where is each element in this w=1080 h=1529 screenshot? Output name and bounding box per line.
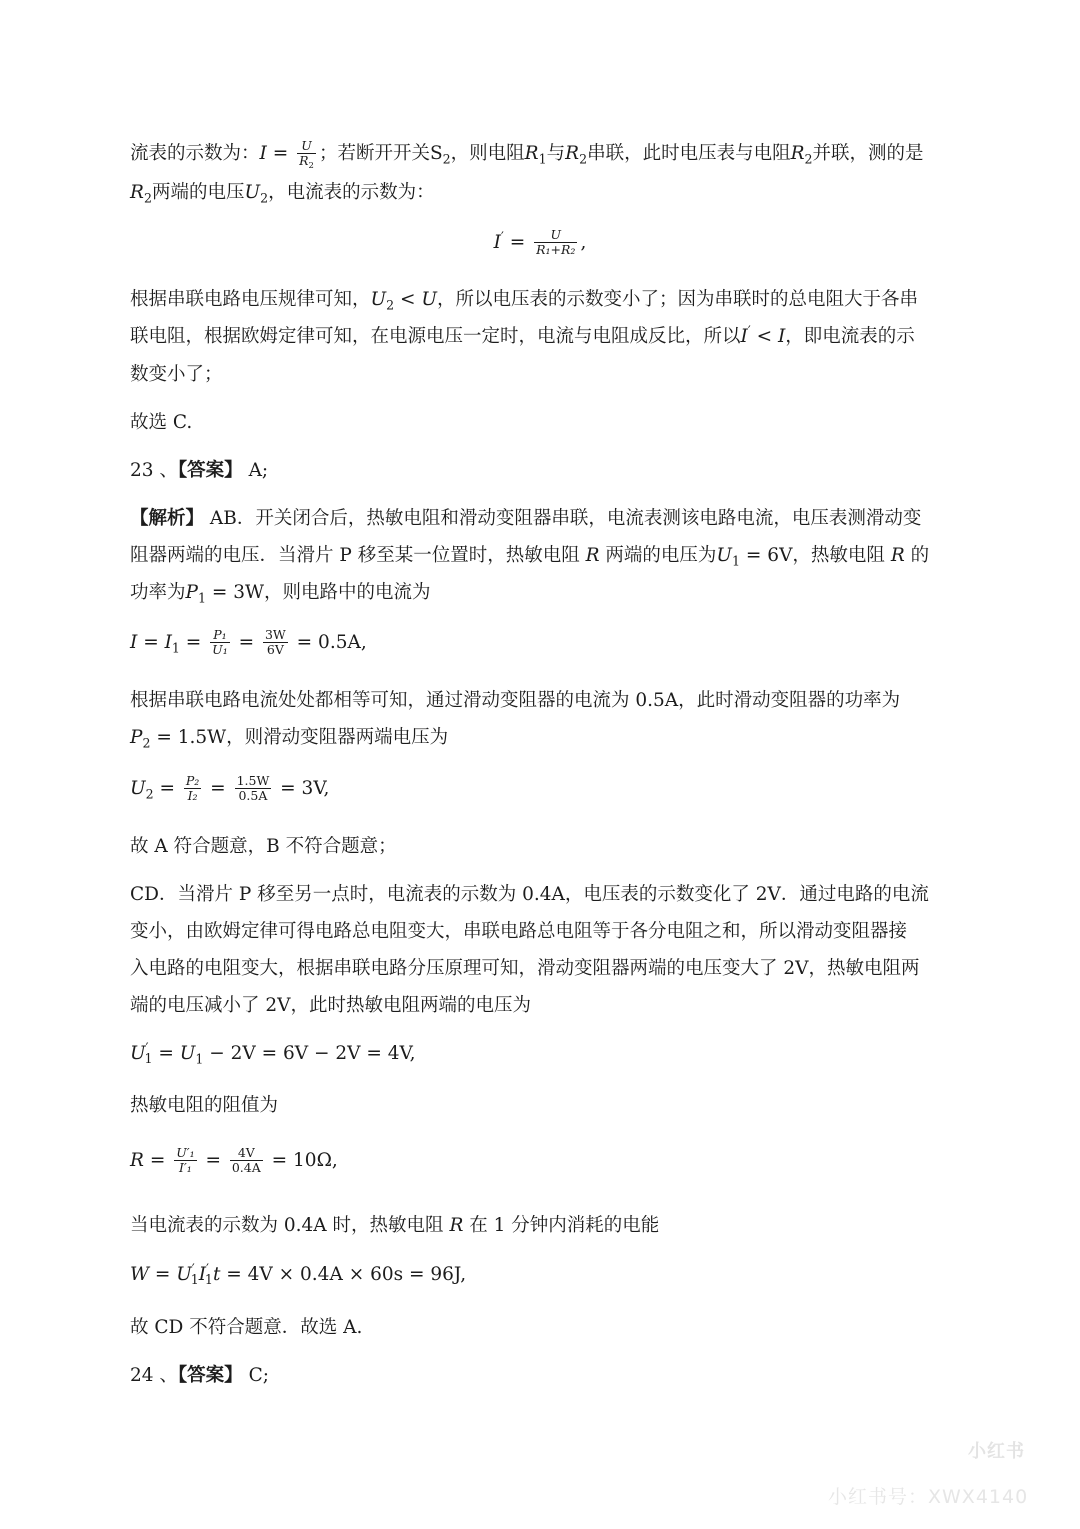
text-line	[130, 510, 921, 529]
math-var: U	[176, 1264, 192, 1285]
subscript: 2	[142, 735, 151, 751]
text: ，所以电压表的示数变小了；因为串联时的总电阻大于各串	[436, 289, 918, 310]
math-var: I	[493, 231, 501, 253]
text: 联电阻，根据欧姆定律可知，在电源电压一定时，电流与电阻成反比，所以	[130, 326, 741, 347]
math-var: U	[179, 1043, 196, 1064]
fraction	[174, 1146, 196, 1176]
math-var: U	[244, 182, 261, 203]
operator: =	[137, 631, 165, 653]
math-var: R	[790, 142, 805, 164]
operator: =	[153, 777, 181, 799]
text: 并联，测的是	[812, 142, 924, 164]
formula-line	[0, 228, 1080, 258]
fraction	[235, 774, 272, 804]
operator: =	[179, 631, 208, 653]
text-line: 数变小了；	[130, 364, 223, 385]
subscript: 1	[144, 1051, 153, 1067]
subscript: 1	[195, 1051, 204, 1067]
operator: =	[266, 142, 295, 164]
fraction-numerator	[174, 1146, 196, 1160]
punctuation: ,	[580, 231, 587, 253]
answer-value: A;	[242, 460, 269, 481]
fraction-numerator: 1.5W	[236, 773, 270, 788]
text: = 1.5W，则滑动变阻器两端电压为	[150, 727, 449, 748]
text: 的	[904, 545, 930, 566]
text: 根据串联电路电压规律可知，	[130, 289, 371, 310]
text: 在 1 分钟内消耗的电能	[463, 1215, 660, 1236]
fraction-denominator: 0.4A	[231, 1160, 261, 1176]
operator: =	[143, 1149, 172, 1171]
text: 当电流表的示数为 0.4A 时，热敏电阻	[130, 1215, 450, 1236]
text-line	[130, 323, 915, 347]
prime-mark: ′	[500, 228, 504, 244]
fraction	[263, 628, 288, 658]
subscript: 1	[204, 1272, 213, 1288]
fraction-numerator: 3W	[264, 627, 286, 642]
answer-heading	[130, 462, 268, 481]
math-var: U	[550, 227, 562, 242]
math-var: R	[585, 545, 600, 566]
answer-value: C;	[242, 1365, 269, 1386]
text-line: 热敏电阻的阻值为	[130, 1095, 279, 1116]
fraction-denominator	[297, 153, 316, 172]
prime-mark: ′	[145, 1040, 149, 1056]
math-var: P₁	[213, 627, 227, 642]
fraction-denominator: 0.5A	[235, 788, 272, 803]
math-var: P₂	[185, 773, 200, 788]
prime-mark: ′	[206, 1261, 209, 1277]
subscript: 2	[579, 151, 588, 167]
prime-mark: ′	[191, 1261, 195, 1277]
text-line: 故 CD 不符合题意．故选 A.	[130, 1317, 363, 1338]
fraction-numerator	[534, 228, 577, 242]
fraction	[297, 138, 316, 172]
text-line	[130, 1217, 659, 1236]
fraction	[534, 228, 577, 258]
text: ，电流表的示数为：	[268, 182, 435, 203]
text-line: 故选 C.	[130, 412, 193, 433]
text-line: 入电路的电阻变大，根据串联电路分压原理可知，滑动变阻器两端的电压变大了 2V，热敏电阻两	[130, 958, 920, 979]
subscript: 2	[442, 151, 451, 167]
math-var: U₁	[212, 642, 228, 658]
math-var: I	[259, 142, 267, 164]
math-var: I	[777, 326, 786, 347]
text-line	[130, 182, 435, 206]
result: = 0.5A,	[290, 631, 367, 653]
subscript: 2	[143, 190, 152, 206]
fraction-denominator	[210, 642, 230, 657]
fraction-denominator: 6V	[263, 642, 288, 657]
watermark-logo: 小红书	[968, 1441, 1025, 1462]
operator: <	[394, 289, 422, 310]
text-line	[130, 289, 918, 313]
formula-line	[130, 1040, 416, 1067]
math-var: R	[890, 545, 905, 566]
math-var: U	[370, 289, 387, 310]
text: 串联，此时电压表与电阻	[587, 142, 791, 164]
math-var: I	[198, 1264, 207, 1285]
fraction-numerator: 4V	[237, 1145, 255, 1160]
math-var: P	[130, 727, 143, 748]
subscript: 1	[171, 640, 180, 656]
math-var: I	[130, 631, 138, 653]
formula-line	[130, 1146, 338, 1176]
math-var: I	[740, 326, 748, 347]
math-var: U	[301, 138, 312, 153]
math-var: I	[164, 631, 172, 653]
text: ，则电阻	[450, 142, 525, 164]
text-line: CD．当滑片 P 移至另一点时，电流表的示数为 0.4A，电压表的示数变化了 2V．通过电路的电流	[130, 884, 929, 905]
subscript: 2	[145, 786, 154, 802]
math-var: U	[130, 1043, 146, 1064]
subscript: 2	[386, 297, 395, 313]
math-var: U′₁	[176, 1145, 195, 1160]
operator: <	[750, 326, 778, 347]
text: AB．开关闭合后，热敏电阻和滑动变阻器串联，电流表测该电路电流，电压表测滑动变	[204, 508, 922, 529]
operator: =	[204, 777, 232, 799]
result: − 2V = 6V − 2V = 4V,	[203, 1043, 416, 1064]
subscript: 1	[538, 151, 547, 167]
fraction-denominator	[184, 788, 201, 803]
text: ；若断开开关S	[318, 142, 443, 164]
prime-mark: ′	[747, 323, 751, 339]
math-var: R	[299, 153, 309, 169]
math-var: R	[130, 1149, 144, 1171]
text-line	[130, 138, 924, 172]
text: 流表的示数为：	[130, 142, 260, 164]
operator: =	[199, 1149, 227, 1171]
text-line: 端的电压减小了 2V，此时热敏电阻两端的电压为	[130, 995, 532, 1016]
subscript: 2	[260, 190, 269, 206]
result: = 10Ω,	[265, 1149, 338, 1171]
answer-tag: 【答案】	[177, 1365, 243, 1386]
math-var: P	[185, 582, 198, 603]
answer-tag: 【答案】	[177, 460, 243, 481]
text: 两端的电压	[151, 182, 245, 203]
text-line: 变小，由欧姆定律可得电路总电阻变大，串联电路总电阻等于各分电阻之和，所以滑动变阻器接	[130, 921, 908, 942]
text: 与	[546, 142, 566, 164]
formula-line	[130, 1261, 467, 1288]
text: 阻器两端的电压．当滑片 P 移至某一位置时，热敏电阻	[130, 545, 586, 566]
math-var: U	[130, 777, 146, 799]
operator: =	[503, 231, 532, 253]
subscript: 1	[732, 553, 741, 569]
fraction	[184, 774, 201, 804]
fraction-numerator	[297, 139, 316, 153]
text: ，即电流表的示	[785, 326, 915, 347]
operator: =	[232, 631, 260, 653]
text: 功率为	[130, 582, 186, 603]
math-var: W	[130, 1264, 150, 1285]
formula-line	[130, 774, 329, 804]
text: = 3W，则电路中的电流为	[205, 582, 431, 603]
operator: =	[149, 1264, 177, 1285]
math-var: I′₁	[179, 1160, 192, 1176]
fraction	[210, 628, 230, 658]
math-var: R	[130, 182, 144, 203]
subscript: 2	[804, 151, 813, 167]
text-line: 故 A 符合题意，B 不符合题意；	[130, 836, 397, 857]
answer-heading	[130, 1367, 269, 1386]
fraction-denominator	[534, 242, 577, 257]
text: 两端的电压为	[599, 545, 717, 566]
operator: =	[152, 1043, 180, 1064]
math-var: R₁+R₂	[536, 242, 576, 258]
math-var: U	[716, 545, 733, 566]
result: = 3V,	[274, 777, 330, 799]
question-number: 23 、	[130, 460, 178, 481]
subscript: 2	[308, 161, 314, 172]
math-var: R	[449, 1215, 464, 1236]
formula-line	[130, 628, 367, 658]
result: = 4V × 0.4A × 60s = 96J,	[220, 1264, 467, 1285]
fraction-numerator	[184, 774, 201, 788]
analysis-tag: 【解析】	[130, 508, 205, 529]
text-line	[130, 582, 431, 606]
question-number: 24 、	[130, 1365, 178, 1386]
fraction-numerator	[210, 628, 230, 642]
math-var: I₂	[187, 788, 198, 804]
subscript: 1	[197, 590, 206, 606]
math-var: R	[524, 142, 539, 164]
watermark-id: 小红书号：XWX4140	[828, 1486, 1029, 1508]
fraction	[230, 1146, 263, 1176]
math-var: t	[212, 1264, 221, 1285]
fraction-denominator	[174, 1160, 196, 1175]
subscript: 1	[190, 1272, 199, 1288]
text-line: 根据串联电路电流处处都相等可知，通过滑动变阻器的电流为 0.5A，此时滑动变阻器的功率为	[130, 690, 901, 711]
text-line	[130, 727, 449, 751]
text: = 6V，热敏电阻	[740, 545, 891, 566]
math-var: R	[565, 142, 580, 164]
text-line	[130, 545, 930, 569]
math-var: U	[421, 289, 437, 310]
